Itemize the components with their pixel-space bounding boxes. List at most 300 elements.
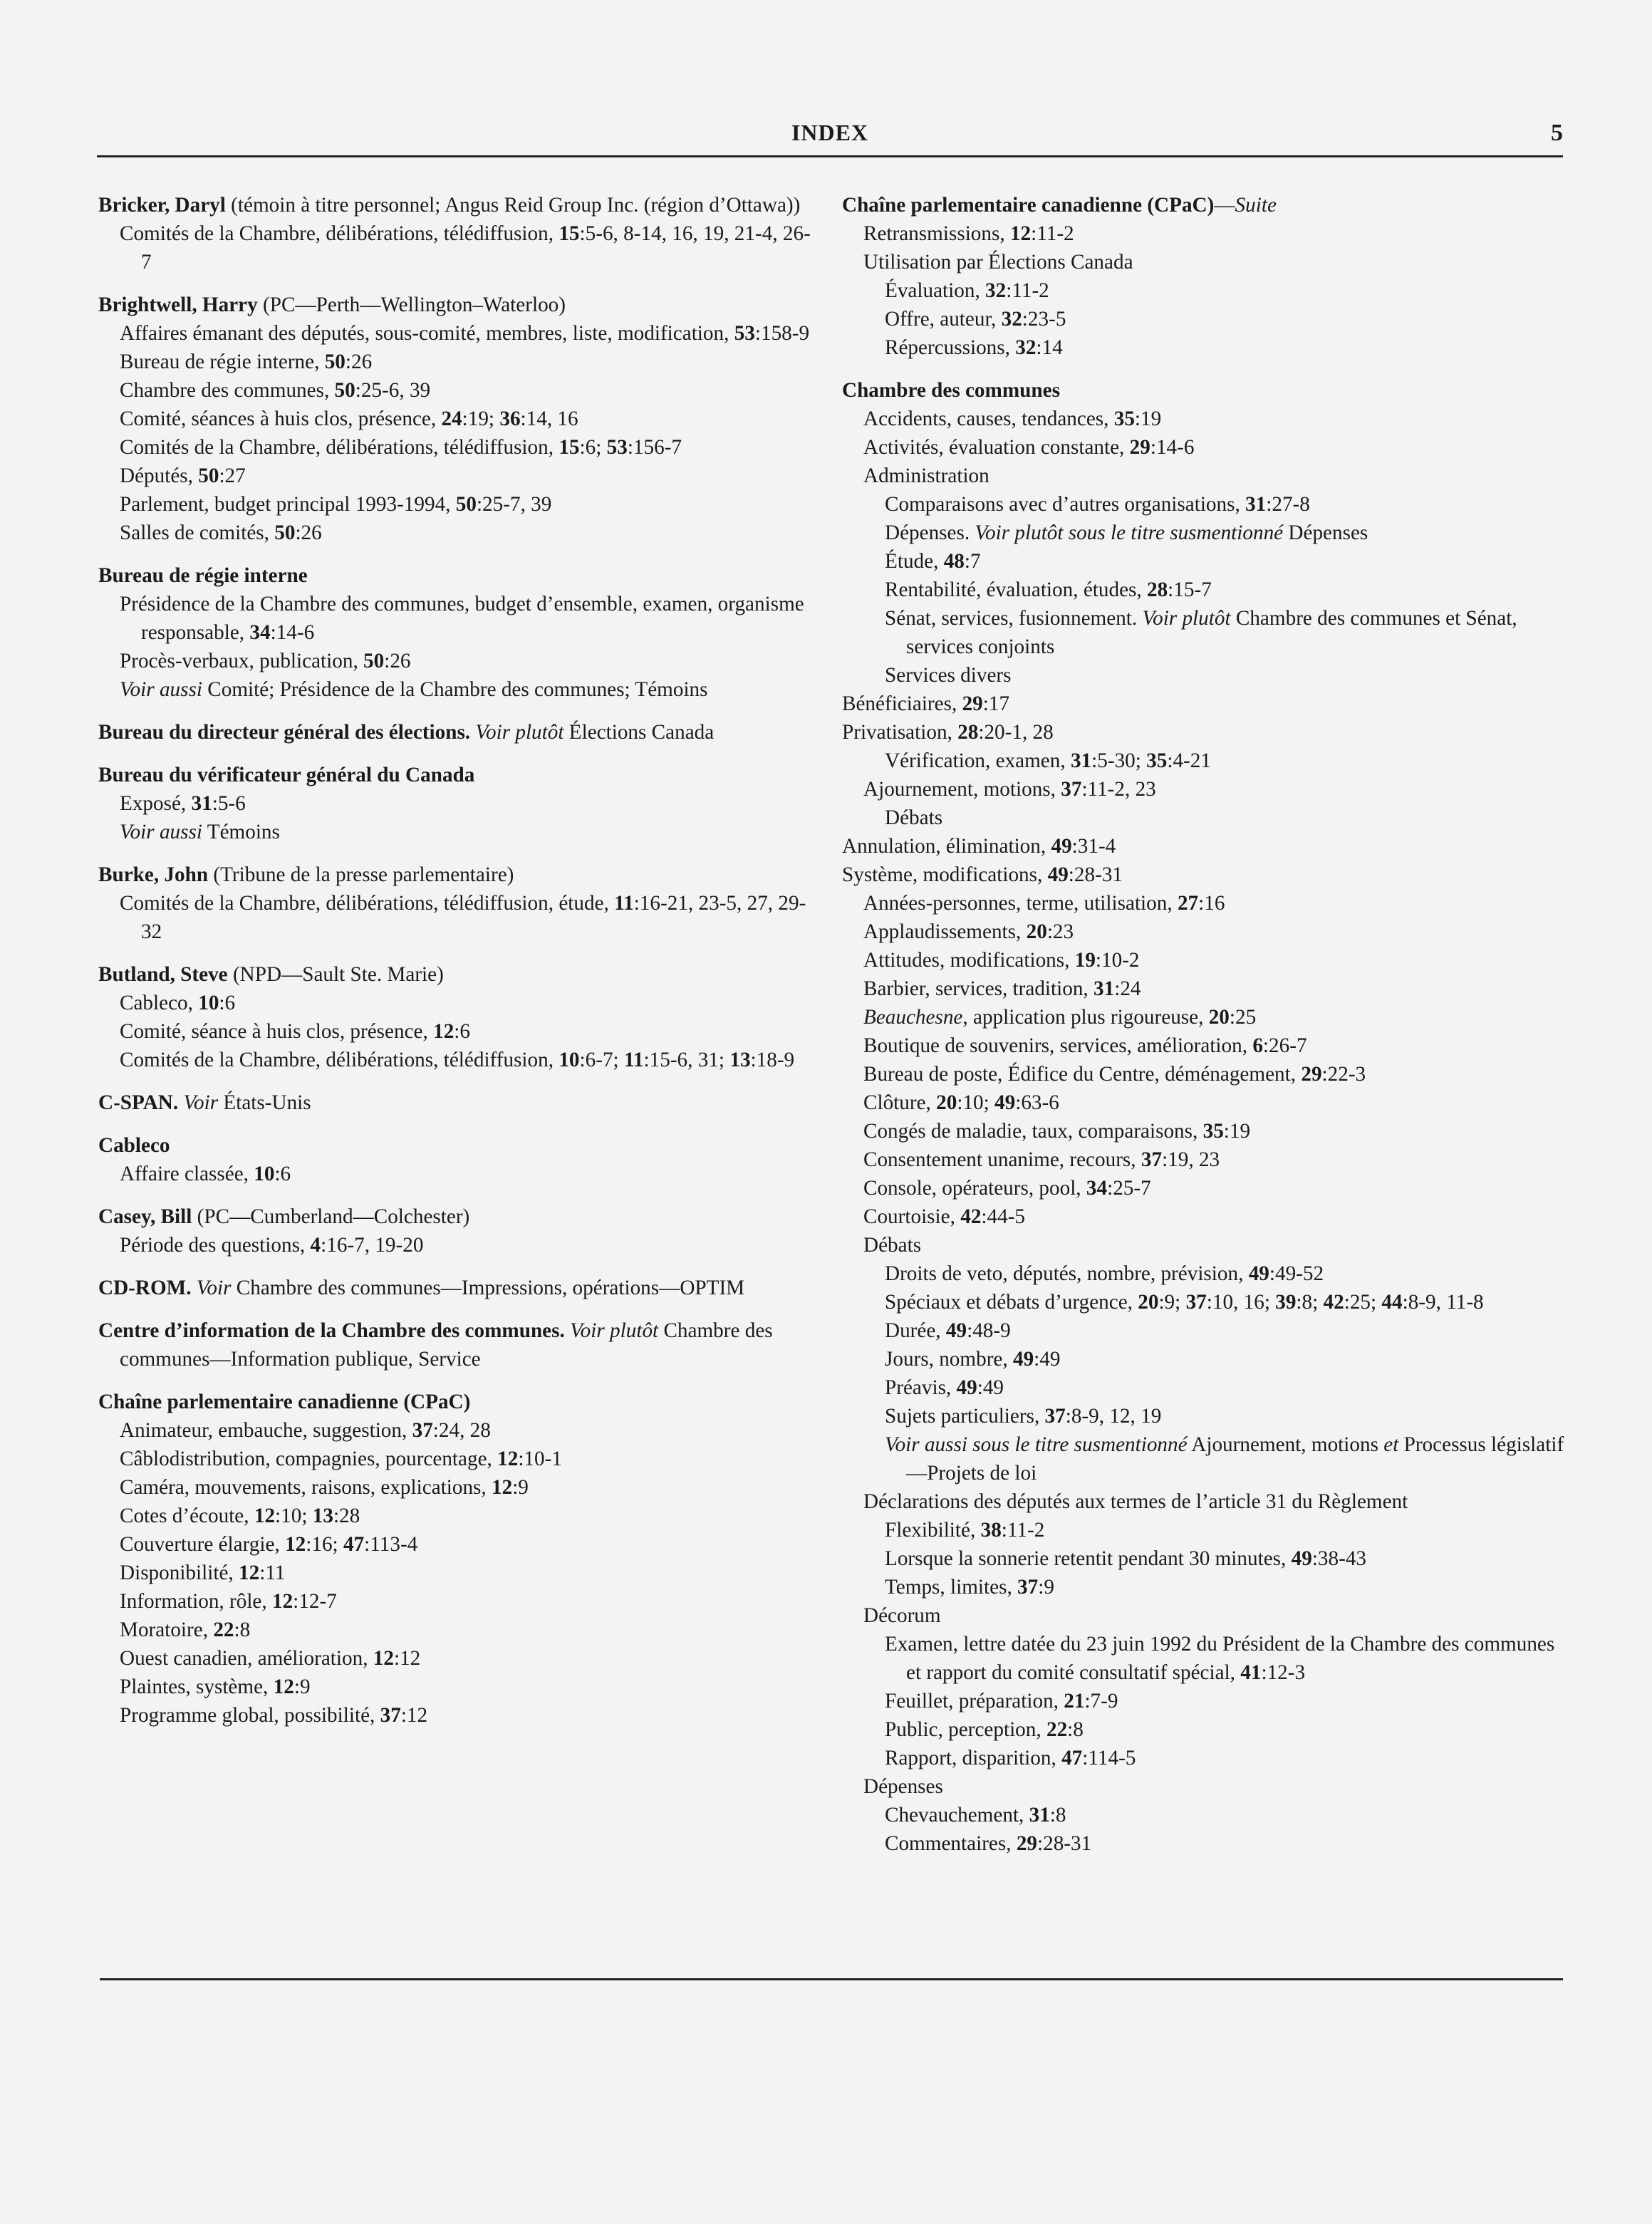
index-heading: [842, 191, 1566, 219]
index-text: :25;: [1344, 1291, 1382, 1314]
index-text: :9;: [1158, 1291, 1186, 1314]
index-subentry: [98, 1473, 811, 1502]
index-text: :25-6, 39: [355, 379, 431, 402]
index-subentry: [98, 818, 811, 846]
index-subentry: [842, 276, 1566, 305]
index-bold-text: 20: [936, 1091, 957, 1114]
index-text: :15-7: [1168, 578, 1212, 601]
index-subentry: [98, 1046, 811, 1074]
index-text: Bureau de régie interne,: [120, 350, 325, 373]
index-text: :14-6: [1150, 436, 1195, 459]
index-heading: [98, 718, 811, 747]
index-bold-text: C-SPAN.: [98, 1091, 179, 1114]
index-text: :26: [295, 521, 322, 544]
index-subentry: [842, 718, 1566, 747]
page-title: INDEX: [791, 120, 869, 145]
index-text: Spéciaux et débats d’urgence,: [885, 1291, 1138, 1314]
index-text: :31-4: [1071, 835, 1116, 858]
index-bold-text: 35: [1146, 749, 1168, 772]
index-bold-text: Chambre des communes: [842, 379, 1060, 402]
index-bold-text: 12: [373, 1647, 394, 1670]
index-bold-text: 42: [960, 1205, 982, 1228]
index-text: Clôture,: [863, 1091, 937, 1114]
index-bold-text: 34: [1086, 1177, 1108, 1200]
index-subentry: [842, 1231, 1566, 1259]
index-text: Lorsque la sonnerie retentit pendant 30 minutes,: [885, 1547, 1292, 1570]
index-subentry: [98, 319, 811, 348]
index-subentry: [842, 1060, 1566, 1088]
index-text: :6: [454, 1020, 470, 1043]
index-bold-text: 12: [1009, 222, 1032, 245]
index-text: Chambre des communes—Information publique, Service: [120, 1319, 773, 1371]
index-text: Caméra, mouvements, raisons, explications,: [120, 1476, 492, 1499]
index-bold-text: 12: [433, 1020, 454, 1043]
index-text: Consentement unanime, recours,: [863, 1148, 1141, 1171]
index-bold-text: 53: [734, 322, 755, 345]
index-text: :10-1: [518, 1448, 562, 1470]
index-text: :26: [384, 650, 411, 672]
index-italic-text: Beauchesne: [863, 1006, 963, 1029]
index-bold-text: 29: [1129, 436, 1150, 459]
index-text: Flexibilité,: [885, 1519, 981, 1542]
index-subentry: [842, 1032, 1566, 1060]
index-text: Services divers: [885, 664, 1012, 687]
index-column-right: [842, 191, 1566, 1858]
index-subentry: [842, 1402, 1566, 1430]
index-bold-text: Bureau du vérificateur général du Canada: [98, 764, 475, 786]
index-bold-text: 29: [1301, 1063, 1322, 1086]
index-bold-text: 50: [334, 379, 355, 402]
index-text: Étude,: [885, 550, 944, 573]
index-bold-text: 27: [1177, 892, 1199, 915]
index-text: :10, 16;: [1206, 1291, 1276, 1314]
index-text: Sujets particuliers,: [885, 1405, 1045, 1428]
index-subentry: [842, 1687, 1566, 1715]
index-bold-text: 37: [1185, 1291, 1207, 1314]
index-bold-text: 28: [957, 721, 979, 744]
index-text: Rapport, disparition,: [885, 1747, 1062, 1770]
index-text: Cotes d’écoute,: [120, 1505, 254, 1527]
index-text: Plaintes, système,: [120, 1675, 274, 1698]
index-text: Dépenses: [1283, 521, 1368, 544]
index-subentry: [98, 1587, 811, 1616]
index-text: :11: [259, 1562, 286, 1584]
index-text: :14, 16: [520, 407, 578, 430]
index-bold-text: 29: [962, 692, 983, 715]
index-text: :11-2: [1006, 279, 1049, 302]
index-heading: [98, 1316, 811, 1373]
index-heading: [98, 1202, 811, 1231]
index-subentry: [842, 1487, 1566, 1516]
index-text: Comité, séances à huis clos, présence,: [120, 407, 442, 430]
index-text: :8;: [1296, 1291, 1324, 1314]
index-bold-text: 10: [559, 1049, 580, 1071]
index-subentry: [842, 1801, 1566, 1829]
index-text: Chambre des communes et Sénat, services conjoints: [906, 607, 1517, 658]
index-bold-text: 12: [254, 1505, 276, 1527]
index-subentry: [842, 576, 1566, 604]
index-subentry: [98, 1530, 811, 1559]
index-bold-text: 47: [1061, 1747, 1083, 1770]
index-subentry: [842, 661, 1566, 690]
index-text: :113-4: [364, 1533, 418, 1556]
index-text: :25-7, 39: [476, 493, 552, 516]
index-subentry: [98, 989, 811, 1017]
index-subentry: [98, 1616, 811, 1644]
index-subentry: [98, 889, 811, 946]
index-text: Années-personnes, terme, utilisation,: [863, 892, 1178, 915]
index-text: Information, rôle,: [120, 1590, 272, 1613]
index-text: Privatisation,: [842, 721, 958, 744]
index-text: Retransmissions,: [863, 222, 1010, 245]
index-subentry: [98, 1416, 811, 1445]
index-subentry: [98, 1701, 811, 1730]
index-text: :11-2: [1031, 222, 1074, 245]
index-bold-text: 32: [1001, 308, 1022, 331]
index-subentry: [842, 1630, 1566, 1687]
footer-rule: [100, 1978, 1563, 1980]
index-text: [565, 1319, 570, 1342]
index-text: :25-7: [1107, 1177, 1151, 1200]
index-text: :12-7: [293, 1590, 337, 1613]
index-bold-text: 53: [606, 436, 628, 459]
index-text: :14: [1036, 336, 1063, 359]
index-text: Bureau de poste, Édifice du Centre, déménagement,: [863, 1063, 1302, 1086]
index-bold-text: 37: [1141, 1148, 1163, 1171]
index-bold-text: 32: [1015, 336, 1037, 359]
index-subentry: [98, 789, 811, 818]
index-text: (NPD—Sault Ste. Marie): [227, 963, 444, 986]
index-text: :26: [345, 350, 373, 373]
index-subentry: [842, 219, 1566, 248]
index-text: :49: [977, 1376, 1004, 1399]
index-subentry: [98, 219, 811, 276]
index-subentry: [842, 1430, 1566, 1487]
index-bold-text: 37: [1044, 1405, 1066, 1428]
index-text: Période des questions,: [120, 1234, 311, 1257]
index-bold-text: 50: [274, 521, 296, 544]
index-bold-text: 13: [312, 1505, 333, 1527]
index-text: :114-5: [1082, 1747, 1136, 1770]
index-italic-text: Voir aussi: [120, 678, 202, 701]
index-bold-text: 21: [1064, 1690, 1085, 1713]
index-subentry: [842, 604, 1566, 661]
index-heading: [98, 761, 811, 789]
index-text: Chambre des communes,: [120, 379, 335, 402]
index-text: Ouest canadien, amélioration,: [120, 1647, 373, 1670]
index-subentry: [842, 1373, 1566, 1402]
index-bold-text: 47: [343, 1533, 365, 1556]
index-subentry: [98, 376, 811, 405]
index-text: :12: [400, 1704, 428, 1727]
index-text: :28-31: [1037, 1832, 1092, 1855]
index-bold-text: 20: [1026, 920, 1047, 943]
index-subentry: [98, 490, 811, 519]
index-bold-text: 11: [623, 1049, 644, 1071]
index-italic-text: Voir plutôt sous le titre susmentionné: [975, 521, 1284, 544]
index-heading: [98, 960, 811, 989]
index-text: Applaudissements,: [863, 920, 1027, 943]
index-subentry: [842, 305, 1566, 333]
index-heading: [98, 291, 811, 319]
index-text: Annulation, élimination,: [842, 835, 1051, 858]
index-bold-text: 50: [363, 650, 385, 672]
index-subentry: [842, 1145, 1566, 1174]
index-text: Comité, séance à huis clos, présence,: [120, 1020, 434, 1043]
index-text: —: [1214, 194, 1235, 217]
index-bold-text: 49: [1012, 1348, 1034, 1371]
index-text: Ajournement, motions,: [863, 778, 1061, 801]
index-text: :8-9, 12, 19: [1065, 1405, 1162, 1428]
index-bold-text: Cableco: [98, 1134, 170, 1157]
index-subentry: [842, 1202, 1566, 1231]
index-text: Affaire classée,: [120, 1163, 254, 1185]
index-bold-text: Chaîne parlementaire canadienne (CPaC): [842, 194, 1215, 217]
index-text: :49: [1034, 1348, 1061, 1371]
index-text: Système, modifications,: [842, 863, 1048, 886]
index-heading: [98, 1274, 811, 1302]
index-bold-text: 20: [1138, 1291, 1159, 1314]
index-bold-text: Bureau de régie interne: [98, 564, 308, 587]
index-text: Processus législatif—Projets de loi: [906, 1433, 1564, 1485]
index-text: :16-21, 23-5, 27, 29-32: [141, 892, 806, 943]
header-rule: [97, 155, 1563, 157]
index-bold-text: 39: [1275, 1291, 1297, 1314]
index-italic-text: Voir plutôt: [1142, 607, 1231, 630]
index-subentry: [842, 1117, 1566, 1145]
index-text: :158-9: [754, 322, 810, 345]
index-subentry: [842, 547, 1566, 576]
index-bold-text: CD-ROM.: [98, 1277, 192, 1299]
index-bold-text: 38: [980, 1519, 1002, 1542]
index-text: :17: [982, 692, 1010, 715]
index-bold-text: Butland, Steve: [98, 963, 228, 986]
index-bold-text: 49: [956, 1376, 977, 1399]
index-text: Utilisation par Élections Canada: [863, 251, 1133, 274]
index-subentry: [98, 433, 811, 462]
index-text: Présidence de la Chambre des communes, budget d’ensemble, examen, organisme responsable,: [120, 593, 804, 644]
index-text: :10-2: [1095, 949, 1140, 972]
index-text: Comparaisons avec d’autres organisations,: [885, 493, 1246, 516]
index-subentry: [98, 647, 811, 675]
index-text: :11-2, 23: [1081, 778, 1156, 801]
index-text: Chambre des communes—Impressions, opérations—OPTIM: [231, 1277, 745, 1299]
index-text: (Tribune de la presse parlementaire): [208, 863, 514, 886]
index-bold-text: 50: [324, 350, 346, 373]
index-text: Jours, nombre,: [885, 1348, 1013, 1371]
index-bold-text: 22: [213, 1618, 234, 1641]
index-subentry: [842, 1174, 1566, 1202]
index-subentry: [98, 675, 811, 704]
index-subentry: [842, 747, 1566, 775]
index-subentry: [98, 590, 811, 647]
index-bold-text: 50: [455, 493, 477, 516]
index-text: Droits de veto, députés, nombre, prévision,: [885, 1262, 1249, 1285]
index-bold-text: 31: [1245, 493, 1267, 516]
index-text: :16: [1198, 892, 1225, 915]
index-text: Commentaires,: [885, 1832, 1017, 1855]
index-subentry: [98, 519, 811, 547]
index-bold-text: 49: [945, 1319, 967, 1342]
index-bold-text: 24: [441, 407, 462, 430]
index-text: Procès-verbaux, publication,: [120, 650, 364, 672]
index-text: (témoin à titre personnel; Angus Reid Group Inc. (région d’Ottawa)): [225, 194, 801, 217]
index-bold-text: 4: [310, 1234, 321, 1257]
index-bold-text: 12: [492, 1476, 513, 1499]
index-bold-text: 37: [1061, 778, 1082, 801]
index-text: Comités de la Chambre, délibérations, télédiffusion,: [120, 222, 559, 245]
index-bold-text: 12: [271, 1590, 293, 1613]
index-subentry: [842, 462, 1566, 490]
index-bold-text: 31: [1093, 977, 1115, 1000]
index-text: Comités de la Chambre, délibérations, télédiffusion,: [120, 436, 559, 459]
index-bold-text: Bricker, Daryl: [98, 194, 226, 217]
index-text: Cableco,: [120, 992, 199, 1014]
index-bold-text: 49: [1291, 1547, 1312, 1570]
index-text: :23-5: [1022, 308, 1066, 331]
index-text: Dépenses: [863, 1775, 943, 1798]
index-text: :5-6: [212, 792, 246, 815]
index-text: :28: [333, 1505, 360, 1527]
index-text: Programme global, possibilité,: [120, 1704, 380, 1727]
index-text: :12: [393, 1647, 421, 1670]
index-bold-text: 10: [198, 992, 219, 1014]
index-text: Boutique de souvenirs, services, amélioration,: [863, 1034, 1253, 1057]
index-bold-text: Burke, John: [98, 863, 209, 886]
index-text: Dépenses.: [885, 521, 975, 544]
index-text: Rentabilité, évaluation, études,: [885, 578, 1147, 601]
index-subentry: [98, 1445, 811, 1473]
index-subentry: [842, 490, 1566, 519]
index-text: :9: [1038, 1576, 1054, 1599]
index-text: :19: [1223, 1120, 1251, 1143]
index-text: Chevauchement,: [885, 1804, 1029, 1827]
index-subentry: [98, 1644, 811, 1673]
index-heading: [98, 1088, 811, 1117]
index-text: Câblodistribution, compagnies, pourcentage,: [120, 1448, 498, 1470]
index-heading: [98, 561, 811, 590]
index-bold-text: 49: [994, 1091, 1016, 1114]
index-subentry: [842, 1088, 1566, 1117]
index-subentry: [842, 1288, 1566, 1316]
index-bold-text: Centre d’information de la Chambre des communes.: [98, 1319, 565, 1342]
index-column-left: [98, 191, 811, 1730]
index-bold-text: Bureau du directeur général des élections.: [98, 721, 471, 744]
index-subentry: [842, 1316, 1566, 1345]
index-text: :15-6, 31;: [643, 1049, 730, 1071]
index-text: :11-2: [1001, 1519, 1045, 1542]
index-bold-text: 19: [1074, 949, 1096, 972]
index-text: :20-1, 28: [978, 721, 1054, 744]
index-text: Console, opérateurs, pool,: [863, 1177, 1086, 1200]
index-text: Salles de comités,: [120, 521, 275, 544]
index-bold-text: 35: [1113, 407, 1135, 430]
index-subentry: [98, 1559, 811, 1587]
index-bold-text: 20: [1208, 1006, 1230, 1029]
index-text: :8-9, 11-8: [1402, 1291, 1484, 1314]
index-text: :25: [1229, 1006, 1257, 1029]
index-text: Offre, auteur,: [885, 308, 1002, 331]
index-text: Exposé,: [120, 792, 192, 815]
index-text: Ajournement, motions: [1187, 1433, 1384, 1456]
index-italic-text: Voir aussi sous le titre susmentionné: [885, 1433, 1188, 1456]
index-italic-text: Voir plutôt: [475, 721, 564, 744]
index-text: :4-21: [1167, 749, 1211, 772]
index-subentry: [98, 405, 811, 433]
index-text: (PC—Cumberland—Colchester): [192, 1205, 470, 1228]
index-text: :10;: [275, 1505, 313, 1527]
index-text: :12-3: [1261, 1661, 1306, 1684]
index-bold-text: 12: [285, 1533, 306, 1556]
page-number: 5: [1551, 120, 1563, 146]
index-bold-text: 12: [273, 1675, 294, 1698]
index-subentry: [842, 832, 1566, 861]
index-subentry: [842, 918, 1566, 946]
index-text: :27-8: [1266, 493, 1310, 516]
index-subentry: [842, 775, 1566, 804]
index-heading: [98, 1388, 811, 1416]
index-bold-text: 32: [985, 279, 1007, 302]
index-subentry: [842, 690, 1566, 718]
index-text: Comités de la Chambre, délibérations, télédiffusion, étude,: [120, 892, 615, 915]
index-text: Activités, évaluation constante,: [863, 436, 1130, 459]
index-text: :8: [1049, 1804, 1066, 1827]
index-text: :19;: [462, 407, 500, 430]
index-text: (PC—Perth—Wellington–Waterloo): [257, 293, 566, 316]
index-text: :27: [219, 464, 246, 487]
index-text: :6: [219, 992, 236, 1014]
index-text: Feuillet, préparation,: [885, 1690, 1064, 1713]
index-bold-text: 37: [380, 1704, 401, 1727]
index-text: Examen, lettre datée du 23 juin 1992 du Président de la Chambre des communes et rapport du comité consultatif spécial,: [885, 1633, 1555, 1684]
index-text: Disponibilité,: [120, 1562, 239, 1584]
index-bold-text: 50: [198, 464, 219, 487]
index-bold-text: Brightwell, Harry: [98, 293, 258, 316]
index-text: Décorum: [863, 1604, 941, 1627]
index-text: :44-5: [981, 1205, 1026, 1228]
index-text: :5-6, 8-14, 16, 19, 21-4, 26-7: [141, 222, 811, 274]
index-text: :49-52: [1269, 1262, 1324, 1285]
index-bold-text: 29: [1016, 1832, 1038, 1855]
index-text: :8: [1067, 1718, 1084, 1741]
index-italic-text: Voir plutôt: [570, 1319, 659, 1342]
index-text: Préavis,: [885, 1376, 957, 1399]
index-text: Couverture élargie,: [120, 1533, 286, 1556]
index-bold-text: 15: [559, 222, 580, 245]
index-bold-text: 37: [412, 1419, 433, 1442]
index-text: :16;: [306, 1533, 343, 1556]
index-bold-text: 10: [254, 1163, 275, 1185]
index-text: :24: [1114, 977, 1141, 1000]
index-bold-text: 49: [1051, 835, 1072, 858]
index-subentry: [842, 1772, 1566, 1801]
index-subentry: [842, 975, 1566, 1003]
index-subentry: [842, 1744, 1566, 1772]
index-bold-text: 22: [1046, 1718, 1068, 1741]
index-bold-text: 6: [1252, 1034, 1263, 1057]
index-bold-text: 15: [559, 436, 580, 459]
index-heading: [98, 861, 811, 889]
index-subentry: [842, 1601, 1566, 1630]
index-italic-text: Voir: [183, 1091, 219, 1114]
index-subentry: [842, 248, 1566, 276]
index-text: :19: [1134, 407, 1162, 430]
index-text: Comité; Présidence de la Chambre des communes; Témoins: [202, 678, 708, 701]
index-subentry: [98, 1017, 811, 1046]
index-subentry: [842, 405, 1566, 433]
index-subentry: [842, 889, 1566, 918]
index-text: :24, 28: [432, 1419, 491, 1442]
